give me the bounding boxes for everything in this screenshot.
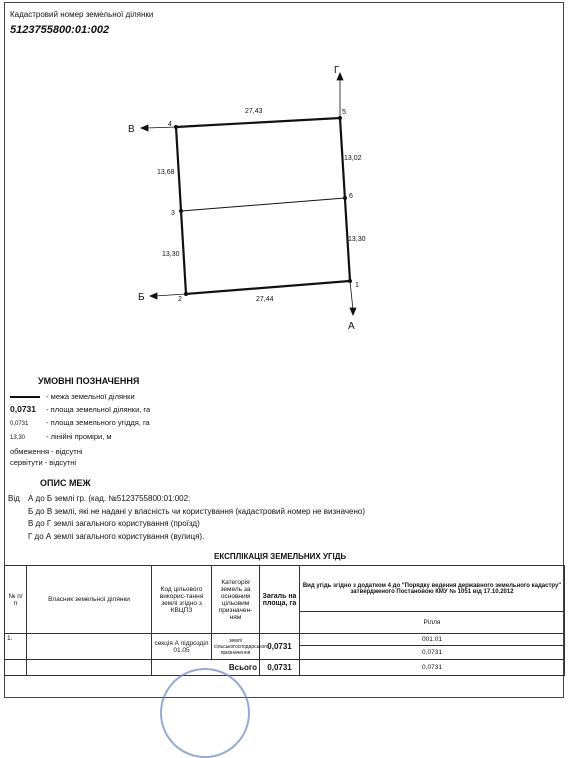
header-category: Категорія земель за основним цільовим призначен-ням — [212, 566, 260, 634]
legend-title: УМОВНІ ПОЗНАЧЕННЯ — [38, 376, 140, 386]
measurement-label: 13,30 — [348, 236, 366, 243]
vertex-label: 2 — [178, 296, 182, 303]
row-code-sub: 001.01 — [300, 634, 565, 646]
explication-table — [4, 565, 565, 676]
vertex-label: 5 — [342, 109, 346, 116]
explication-title: ЕКСПЛІКАЦІЯ ЗЕМЕЛЬНИХ УГІДЬ — [214, 552, 347, 561]
cadastral-number: 5123755800:01:002 — [10, 24, 110, 36]
header-type: Вид угідь згідно з додатком 4 до "Порядку ведення державного земельного кадастру" затвердженого Постановою КМУ № 1051 від 17.10.2012 — [300, 566, 565, 612]
measurement-label: 13,30 — [162, 251, 180, 258]
from-label: Від — [8, 494, 20, 503]
vertex-point — [343, 196, 347, 200]
boundary-row: В до Г землі загального користування (проїзд) — [28, 519, 200, 528]
row-owner — [27, 634, 152, 660]
row-value: 0,0731 — [300, 646, 565, 660]
legend-servitudes: сервітути - відсутні — [10, 458, 77, 467]
row-total: 0,0731 — [260, 634, 300, 660]
total-area: 0,0731 — [260, 660, 300, 676]
header-owner: Власник земельної ділянки — [27, 566, 152, 634]
plot-boundary — [176, 118, 350, 294]
row-num: 1. — [5, 634, 27, 660]
measurement-label: 27,44 — [256, 296, 274, 303]
measurement-label: 13,68 — [157, 169, 175, 176]
total-label: Всього — [152, 660, 260, 676]
legend-boundary: - межа земельної ділянки — [10, 392, 135, 401]
header-code: Код цільового викорис-тання землі згідно з КВЦПЗ — [152, 566, 212, 634]
boundary-row: А до Б землі гр. (кад. №5123755800:01:002: — [28, 494, 191, 503]
vertex-label: 6 — [349, 193, 353, 200]
arrow-left-icon — [150, 293, 157, 299]
row-category: землі сільськогосподарського призначення — [212, 634, 260, 660]
row-code: секція А підрозділ 01.05 — [152, 634, 212, 660]
header-arable: Рілля — [300, 612, 565, 634]
measurement-label: 27,43 — [245, 108, 263, 115]
plot-division-line — [181, 198, 345, 211]
direction-label-g: Г — [334, 65, 340, 76]
legend-area: 0,0731 - площа земельної ділянки, га — [10, 404, 151, 414]
legend-land: 0,0731 - площа земельного угіддя, га — [10, 418, 150, 427]
cadastral-title: Кадастровий номер земельної ділянки — [10, 10, 154, 19]
boundary-line-symbol — [10, 396, 40, 398]
header-total: Загаль на площа, га — [260, 566, 300, 634]
header-num: № п/п — [5, 566, 27, 634]
measurement-label: 13,02 — [344, 155, 362, 162]
boundary-row: Б до В землі, які не надані у власність чи користування (кадастровий номер не визначено) — [28, 507, 366, 516]
arrow-left-icon — [141, 125, 148, 131]
vertex-label: 1 — [355, 282, 359, 289]
direction-label-v: В — [128, 124, 135, 135]
vertex-point — [179, 209, 183, 213]
land-plot-plan — [0, 0, 571, 370]
seal-stamp-icon — [160, 668, 250, 758]
direction-label-a: А — [348, 321, 355, 332]
direction-label-b: Б — [138, 292, 145, 303]
vertex-label: 3 — [171, 210, 175, 217]
boundary-row: Г до А землі загального користування (вулиця). — [28, 532, 205, 541]
vertex-label: 4 — [168, 121, 172, 128]
boundary-description-title: ОПИС МЕЖ — [40, 478, 91, 488]
legend-restrictions: обмеження - відсутні — [10, 447, 83, 456]
arrow-down-icon — [350, 308, 356, 315]
total-value: 0,0731 — [300, 660, 565, 676]
legend-linear: 13,30 - лінійні проміри, м — [10, 432, 112, 441]
